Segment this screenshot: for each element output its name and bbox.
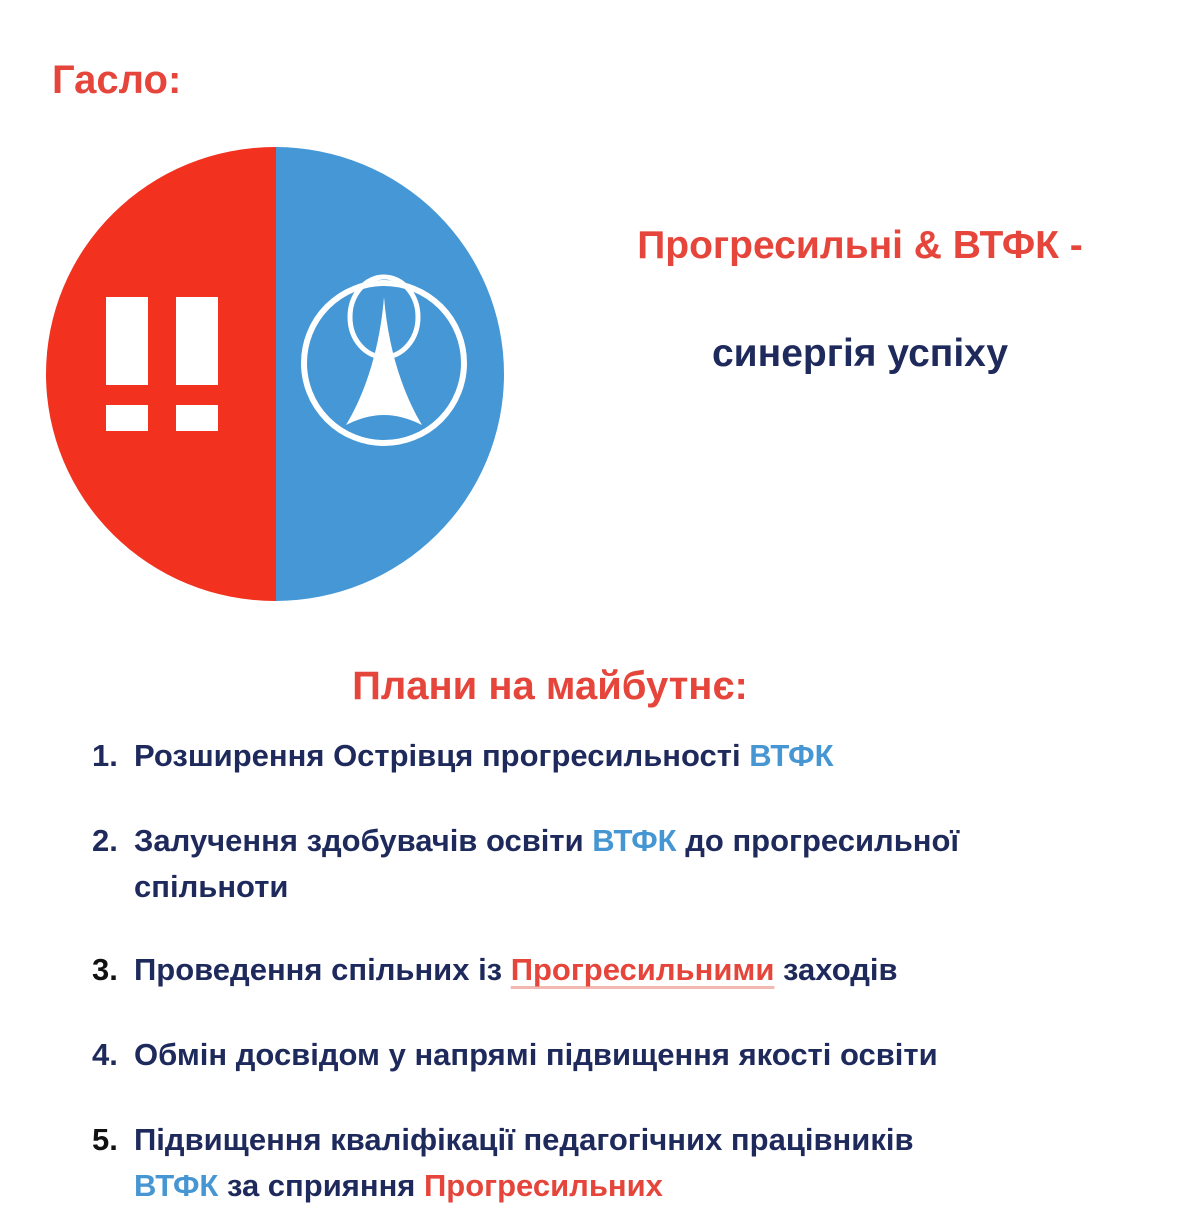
list-item [92, 1117, 1152, 1209]
list-item-highlight: ВТФК [134, 1168, 219, 1203]
list-item-text: до прогресильної [676, 823, 960, 858]
list-item-text: за сприяння [218, 1168, 425, 1203]
list-item-highlight: ВТФК [749, 738, 834, 773]
list-item-highlight: Прогресильними [510, 952, 775, 987]
list-item [92, 818, 1152, 910]
list-item-continuation [92, 1163, 1152, 1209]
list-item-number: 5. [92, 1122, 118, 1157]
list-item [92, 733, 1152, 779]
list-item-text: Залучення здобувачів освіти [134, 823, 593, 858]
slogan-line-2: синергія успіху [711, 332, 1009, 375]
list-item-text: заходів [774, 952, 898, 987]
list-item-highlight: Прогресильних [424, 1168, 663, 1203]
plans-heading: Плани на майбутнє: [352, 664, 748, 708]
list-item-continuation: спільноти [134, 869, 289, 904]
list-item [92, 1032, 1152, 1078]
list-item-text: Розширення Острівця прогресильності [134, 738, 750, 773]
list-item-highlight: ВТФК [592, 823, 677, 858]
slogan-line-1: Прогресильні & ВТФК - [637, 224, 1083, 267]
slogan-heading: Гасло: [52, 58, 182, 102]
list-item-text: Підвищення кваліфікації педагогічних працівників [134, 1122, 914, 1157]
list-item-number: 2. [92, 823, 118, 858]
list-item-text: Обмін досвідом у напрямі підвищення якості освіти [134, 1037, 938, 1072]
list-item-number: 3. [92, 952, 118, 987]
list-item-number: 1. [92, 738, 118, 773]
list-item-number: 4. [92, 1037, 118, 1072]
list-item [92, 947, 1152, 993]
partnership-logo [46, 147, 504, 601]
list-item-text: Проведення спільних із [134, 952, 511, 987]
